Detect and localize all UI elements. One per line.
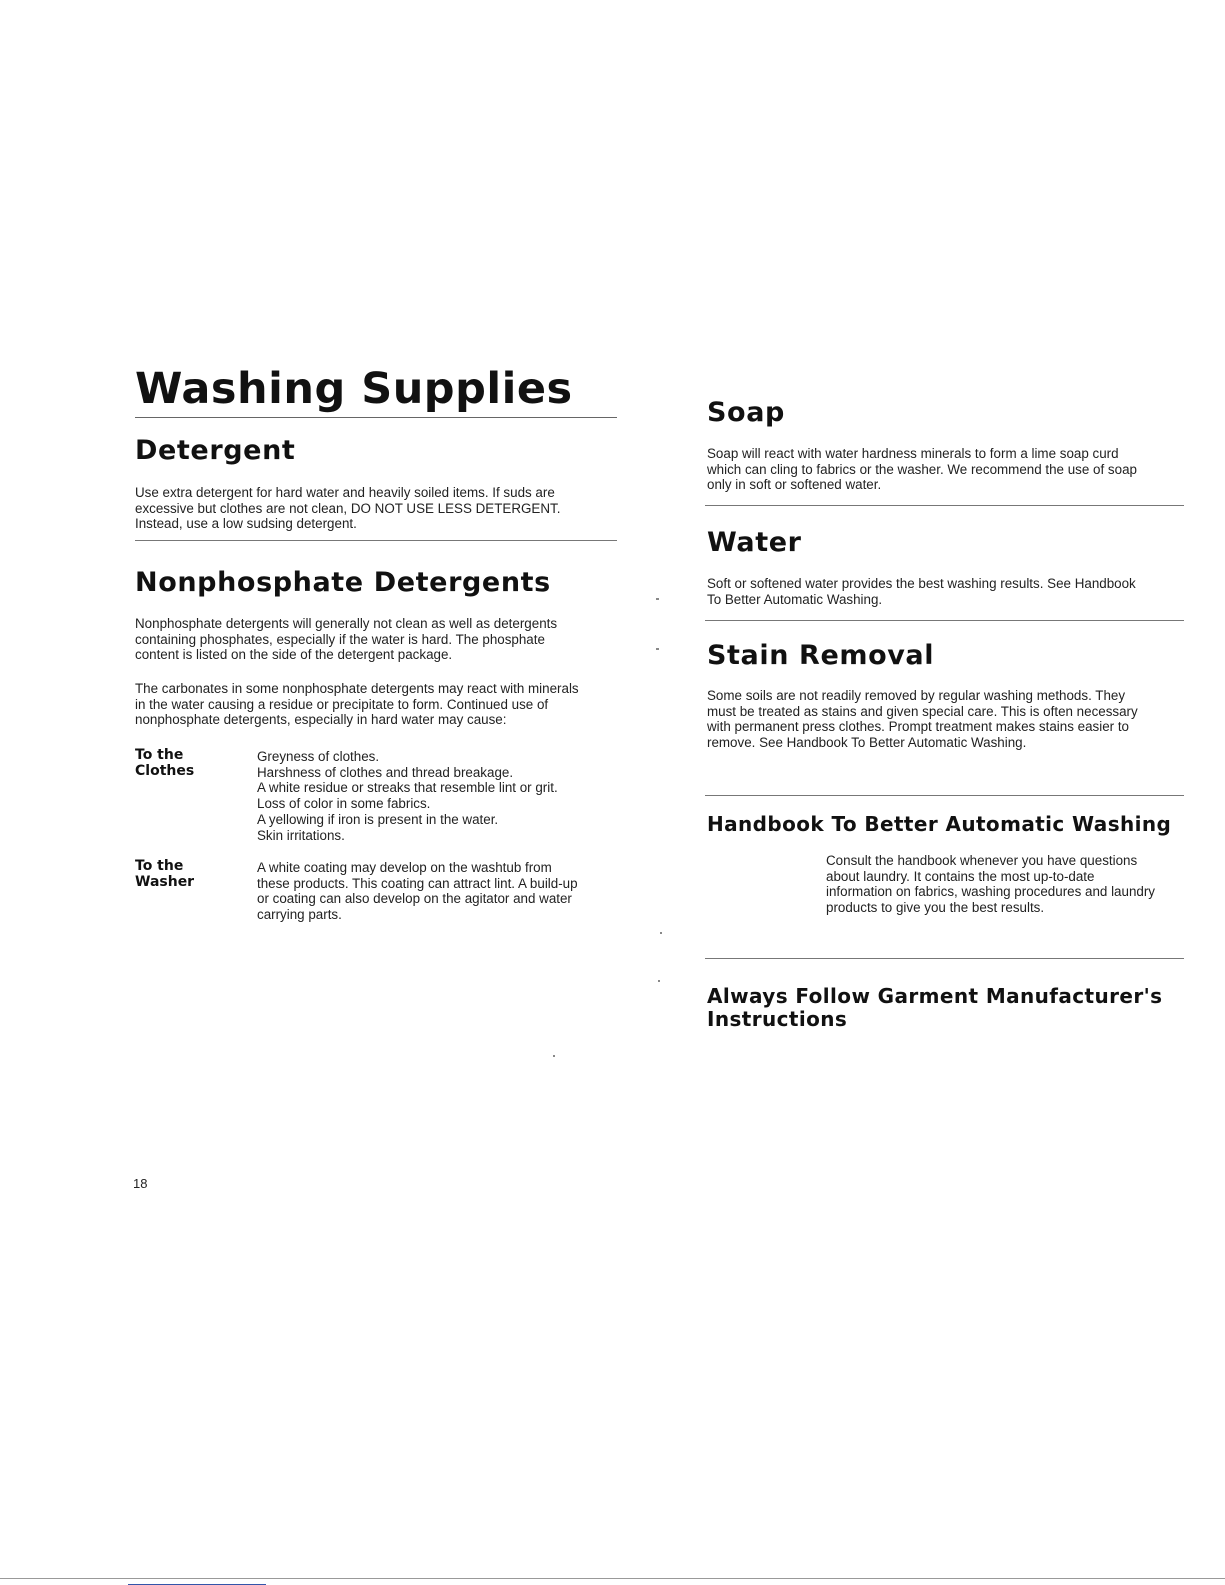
water-paragraph: Soft or softened water provides the best washing results. See Handbook To Better Automatic Washing. bbox=[707, 576, 1136, 607]
title-divider bbox=[135, 417, 617, 418]
soap-paragraph: Soap will react with water hardness minerals to form a lime soap curd which can cling to fabrics or the washer. We recommend the use of soap only in soft or softened water. bbox=[707, 446, 1137, 493]
handbook-heading: Handbook To Better Automatic Washing bbox=[707, 812, 1172, 836]
stain-divider bbox=[705, 795, 1184, 796]
stain-removal-paragraph: Some soils are not readily removed by regular washing methods. They must be treated as stains and given special care. This is often necessary with permanent press clothes. Prompt treatment makes stains easier to remove. See Handbook To Better Automatic Washing. bbox=[707, 688, 1138, 751]
scan-speck bbox=[660, 932, 662, 934]
list-item: Skin irritations. bbox=[257, 827, 345, 843]
page-title: Washing Supplies bbox=[135, 364, 573, 414]
scan-speck bbox=[658, 980, 660, 982]
list-item: Loss of color in some fabrics. bbox=[257, 796, 431, 812]
nonphosphate-paragraph-1: Nonphosphate detergents will generally not clean as well as detergents containing phosphates, especially if the water is hard. The phosphate content is listed on the side of the detergent package. bbox=[135, 616, 558, 663]
clothes-effects-list bbox=[257, 749, 622, 843]
list-item: A yellowing if iron is present in the water. bbox=[257, 811, 499, 827]
detergent-divider bbox=[135, 540, 617, 541]
detergent-paragraph: Use extra detergent for hard water and heavily soiled items. If suds are excessive but clothes are not clean, DO NOT USE LESS DETERGENT. Instead, use a low sudsing detergent. bbox=[135, 485, 561, 532]
scan-speck bbox=[656, 648, 659, 650]
washer-effects bbox=[135, 858, 620, 938]
soap-divider bbox=[705, 505, 1184, 506]
stain-removal-heading: Stain Removal bbox=[707, 640, 935, 671]
garment-instructions-heading: Always Follow Garment Manufacturer's Instructions bbox=[707, 984, 1163, 1031]
water-heading: Water bbox=[707, 527, 802, 558]
water-divider bbox=[705, 620, 1184, 621]
washer-term: To the Washer bbox=[135, 858, 195, 890]
handbook-paragraph: Consult the handbook whenever you have questions about laundry. It contains the most up-to-date information on fabrics, washing procedures and laundry products to give you the best results. bbox=[826, 853, 1155, 916]
list-item: A white residue or streaks that resemble lint or grit. bbox=[257, 780, 558, 796]
washer-effects-text: A white coating may develop on the washtub from these products. This coating can attract lint. A build-up or coating can also develop on the agitator and water carrying parts. bbox=[257, 860, 578, 923]
nonphosphate-paragraph-2: The carbonates in some nonphosphate detergents may react with minerals in the water causing a residue or precipitate to form. Continued use of nonphosphate detergents, especially in hard water may cause: bbox=[135, 681, 579, 728]
clothes-term: To the Clothes bbox=[135, 747, 195, 779]
scan-speck bbox=[656, 598, 659, 600]
handbook-divider bbox=[705, 958, 1184, 959]
nonphosphate-heading: Nonphosphate Detergents bbox=[135, 567, 551, 598]
list-item: Harshness of clothes and thread breakage. bbox=[257, 764, 514, 780]
scan-speck bbox=[553, 1055, 555, 1057]
page-bottom-edge bbox=[0, 1578, 1225, 1579]
soap-heading: Soap bbox=[707, 397, 785, 428]
detergent-heading: Detergent bbox=[135, 435, 296, 466]
clothes-effects bbox=[135, 747, 620, 857]
page-number: 18 bbox=[133, 1176, 148, 1191]
list-item: Greyness of clothes. bbox=[257, 749, 380, 764]
